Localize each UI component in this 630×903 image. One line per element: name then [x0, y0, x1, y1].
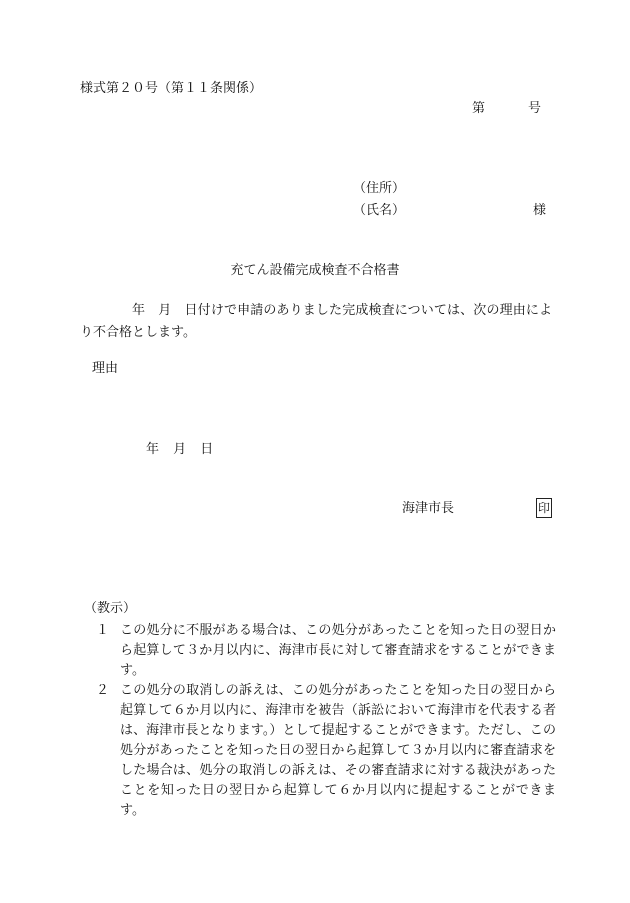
document-title: 充てん設備完成検査不合格書	[230, 263, 400, 278]
instructions-title: （教示）	[84, 601, 137, 616]
instructions-list	[92, 621, 556, 821]
form-number: 様式第２０号（第１１条関係）	[80, 81, 263, 96]
issuer-name: 海津市長	[402, 501, 455, 516]
document-number-suffix: 号	[528, 101, 542, 116]
instruction-item	[92, 621, 556, 681]
name-label: （氏名）	[353, 203, 406, 218]
instruction-text: この処分の取消しの訴えは、この処分があったことを知った日の翌日から起算して６か月以内に、海津市を被告（訴訟において海津市を代表する者は、海津市長となります。）として提起することができます。ただし、この処分があったことを知った日の翌日から起算して３か月以内に審査請求をした場合は、処分の取消しの訴えは、その審査請求に対する裁決があったことを知った日の翌日から起算して６か月以内に提起することができます。	[120, 683, 556, 818]
address-label: （住所）	[353, 181, 406, 196]
instruction-item	[92, 681, 556, 821]
instruction-number: １	[96, 623, 110, 638]
reason-label: 理由	[92, 361, 119, 376]
instruction-number: ２	[96, 683, 110, 698]
document-number-prefix: 第	[472, 101, 486, 116]
issue-date: 年 月 日	[146, 442, 214, 457]
instruction-text: この処分に不服がある場合は、この処分があったことを知った日の翌日から起算して３か月以内に、海津市長に対して審査請求をすることができます。	[120, 623, 556, 678]
body-paragraph: 年 月 日付けで申請のありました完成検査については、次の理由により不合格とします。	[80, 303, 552, 340]
honorific: 様	[533, 203, 547, 218]
seal-stamp: 印	[536, 498, 552, 518]
